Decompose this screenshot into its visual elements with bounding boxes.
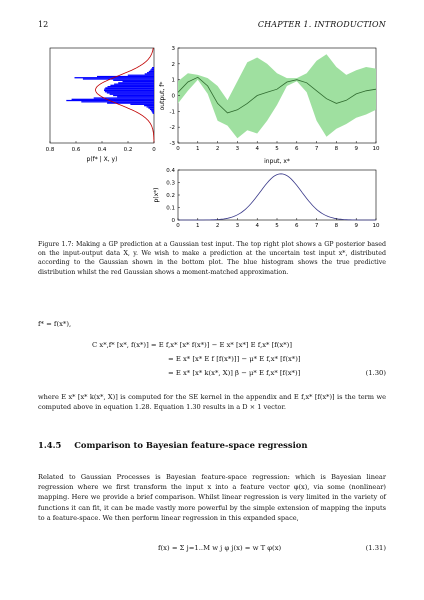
histogram-bar: [114, 84, 154, 85]
histogram-bar: [128, 75, 154, 76]
histogram-bar: [153, 113, 154, 114]
left-x-tick-label: 0.4: [97, 147, 107, 153]
top-x-tick-label: 5: [275, 146, 279, 152]
left-panel: [46, 48, 157, 163]
histogram-bar: [150, 70, 154, 71]
histogram-bar: [108, 86, 155, 87]
top-y-tick-label: 1: [171, 77, 175, 84]
cov-line-1: C x*,f* [x*, f(x*)] = E f,x* [x* f(x*)] − E x* [x*] E f,x* [f(x*)]: [92, 341, 292, 349]
top-x-tick-label: 7: [314, 146, 319, 152]
eq-1-31: f(x) = Σ j=1..M w j φ j(x) = w T φ(x): [158, 544, 282, 552]
histogram-bar: [72, 99, 154, 100]
left-x-tick-label: 0.6: [71, 147, 81, 153]
top-y-tick-label: 2: [171, 61, 175, 68]
bottom-y-tick-label: 0.1: [166, 205, 175, 212]
bottom-x-tick-label: 1: [196, 223, 200, 229]
eq-fstar: f* = f(x*),: [38, 320, 72, 328]
bottom-y-tick-label: 0.2: [166, 193, 175, 199]
histogram-bar: [83, 78, 154, 79]
histogram-bar: [147, 72, 154, 73]
eq-number-1-31: (1.31): [365, 544, 386, 552]
bottom-x-tick-label: 3: [235, 223, 240, 229]
histogram-bar: [144, 105, 154, 106]
paragraph-feature-space: Related to Gaussian Processes is Bayesian feature-space regression: which is Bayesian linear regression where we first transform the input x into a feature vector φ(x), via some (nonlinear) mapping. Here we provide a brief comparison. Whilst linear regression is very limited in the variety of functions it can fit, it can be made vastly more powerful by the simple extension of mapping the inputs to a feature-space. We then perform linear regression in this expanded space,: [38, 473, 386, 522]
top-y-tick-label: -1: [169, 109, 175, 116]
bottom-x-tick-label: 5: [275, 223, 279, 229]
gp-posterior-panel: [159, 46, 380, 165]
bottom-x-tick-label: 8: [334, 223, 339, 229]
top-x-tick-label: 3: [235, 146, 240, 152]
histogram-bar: [113, 80, 154, 81]
bottom-x-tick-label: 4: [255, 223, 259, 229]
figure-caption: Figure 1.7: Making a GP prediction at a Gaussian test input. The top right plot shows a GP posterior based on the input-output data X, y. We wish to make a prediction at the uncertain test input x*, distributed according to the Gaussian shown in the bottom plot. The blue histogram shows the true predictive distribution whilst the red Gaussian shows a moment-matched approximation.: [38, 241, 386, 276]
density-panel-frame: [178, 170, 376, 220]
histogram-bar: [130, 104, 154, 105]
bottom-x-tick-label: 6: [295, 223, 299, 229]
top-x-tick-label: 0: [176, 146, 180, 152]
histogram-bar: [117, 96, 154, 97]
top-y-tick-label: 3: [171, 46, 175, 52]
left-x-tick-label: 0: [152, 147, 156, 153]
section-title: Comparison to Bayesian feature-space regression: [74, 440, 308, 450]
histogram-bar: [110, 85, 154, 86]
top-x-tick-label: 4: [255, 146, 259, 152]
histogram-bar: [123, 81, 155, 82]
histogram-bar: [150, 109, 154, 110]
chapter-header: CHAPTER 1. INTRODUCTION: [257, 20, 386, 29]
top-y-label: output, f*: [159, 81, 166, 111]
histogram-bar: [110, 94, 154, 95]
confidence-band: [178, 54, 376, 138]
left-x-label: p(f* | X, y): [86, 156, 118, 163]
histogram-bar: [113, 95, 154, 96]
bottom-y-tick-label: 0.3: [166, 180, 175, 187]
top-x-tick-label: 1: [196, 146, 200, 152]
histogram-bar: [148, 108, 154, 109]
histogram-bar: [81, 101, 154, 102]
histogram-bar: [149, 71, 154, 72]
top-x-label: input, x*: [264, 158, 290, 165]
bottom-y-tick-label: 0.4: [166, 168, 175, 174]
histogram-bar: [151, 68, 154, 69]
cov-line-3: = E x* [x* k(x*, X)] β − μ* E f,x* [f(x*)]: [168, 369, 301, 377]
histogram-bar: [152, 111, 154, 112]
left-x-tick-label: 0.8: [45, 147, 55, 153]
section-number: 1.4.5: [38, 440, 62, 450]
top-x-tick-label: 8: [334, 146, 339, 152]
bottom-x-tick-label: 7: [314, 223, 319, 229]
histogram-bar: [105, 91, 154, 92]
top-y-tick-label: -3: [169, 141, 175, 147]
figure-1-7: [30, 40, 396, 236]
eq-number-1-30: (1.30): [365, 369, 386, 377]
bottom-y-tick-label: 0: [171, 218, 175, 224]
input-density-curve: [178, 174, 376, 220]
histogram-bar: [104, 90, 154, 91]
histogram-bar: [152, 67, 154, 68]
bottom-x-tick-label: 10: [372, 223, 380, 229]
histogram-bar: [151, 110, 154, 111]
top-x-tick-label: 10: [372, 146, 380, 152]
histogram-bar: [107, 92, 154, 93]
top-y-tick-label: -2: [169, 125, 175, 132]
histogram-bar: [105, 87, 154, 88]
histogram-bar: [104, 89, 154, 90]
histogram-bar: [147, 106, 155, 107]
top-x-ticks: [176, 141, 380, 152]
bottom-x-tick-label: 0: [176, 223, 180, 229]
bottom-y-label: p(x*): [153, 187, 160, 203]
top-x-tick-label: 2: [215, 146, 220, 152]
top-y-tick-label: 0: [171, 93, 175, 100]
left-x-tick-label: 0.2: [123, 147, 133, 153]
bottom-x-tick-label: 9: [354, 223, 358, 229]
histogram-bar: [118, 82, 154, 83]
section-heading: [38, 440, 307, 450]
cov-line-2: = E x* [x* E f [f(x*)]] − μ* E f,x* [f(x*)]: [168, 355, 301, 363]
page-number: 12: [38, 20, 49, 29]
top-x-tick-label: 9: [354, 146, 358, 152]
top-x-tick-label: 6: [295, 146, 299, 152]
bottom-x-tick-label: 2: [215, 223, 220, 229]
histogram-bar: [145, 73, 154, 74]
histogram: [66, 67, 154, 114]
histogram-bar: [97, 76, 154, 77]
paragraph-after-1-30: where E x* [x* k(x*, X)] is computed for the SE kernel in the appendix and E f,x* [f(x*)] is the term we computed above in equation 1.28. Equation 1.30 results in a D × 1 vector.: [38, 393, 386, 412]
input-density-panel: [153, 168, 380, 229]
